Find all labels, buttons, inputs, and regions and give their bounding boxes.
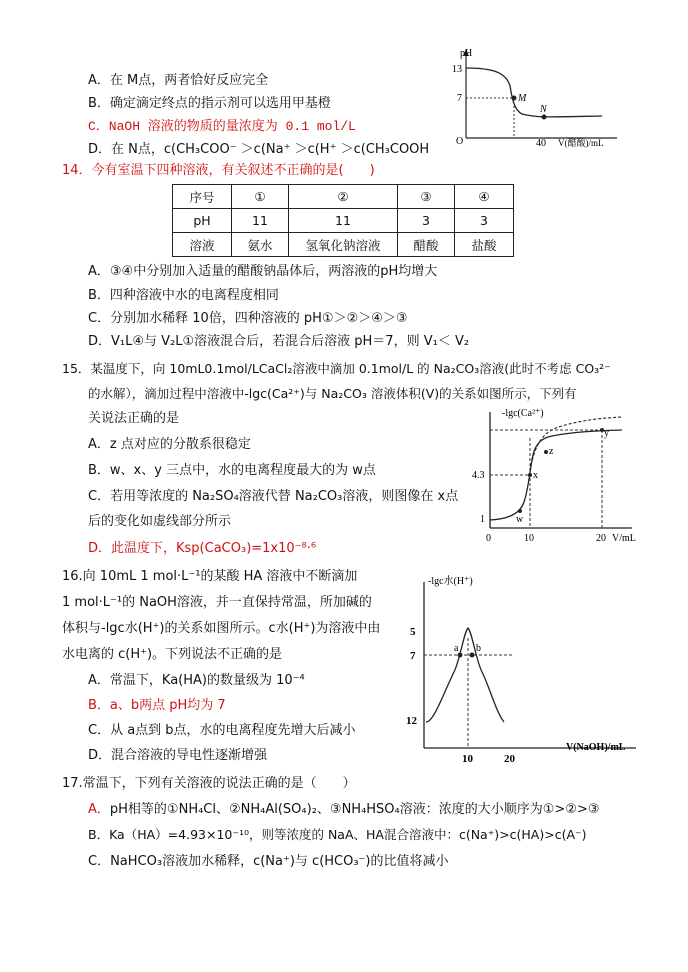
table-cell: 3	[455, 209, 514, 233]
q15-option-b: B．w、x、y 三点中，水的电离程度最大的为 w点	[88, 463, 376, 478]
q15-ca-graph	[472, 398, 642, 544]
q13-x-label: V(醋酸)/mL	[558, 138, 604, 148]
q16-x-tick-20: 20	[504, 753, 515, 765]
q13-option-d: D．在 N点，c(CH₃COO⁻ ＞c(Na⁺ ＞c(H⁺ ＞c(CH₃COOH	[88, 142, 430, 157]
q15-y-tick-1: 1	[480, 514, 485, 525]
q16-y-label: -lgc水(H⁺)	[428, 576, 473, 587]
q16-y-tick-12: 12	[406, 715, 417, 727]
table-cell: pH	[173, 209, 232, 233]
table-cell: ①	[232, 185, 289, 209]
q16-stem-line3: 体积与-lgc水(H⁺)的关系如图所示。c水(H⁺)为溶液中由	[62, 621, 381, 636]
q13-y-label: pH	[460, 48, 473, 59]
q16-option-d: D．混合溶液的导电性逐渐增强	[88, 748, 268, 763]
q13-y-tick-7: 7	[457, 93, 462, 104]
q15-stem-line1: 15．某温度下，向 10mL0.1mol/LCaCl₂溶液中滴加 0.1mol/L 的 Na₂CO₃溶液(此时不考虑 CO₃²⁻	[62, 361, 611, 376]
table-cell: 氨水	[232, 233, 289, 257]
q16-option-c: C．从 a点到 b点，水的电离程度先增大后减小	[88, 723, 356, 738]
q16-y-tick-7: 7	[410, 650, 416, 662]
q15-option-a: A．z 点对应的分散系很稳定	[88, 437, 251, 452]
table-cell: 溶液	[173, 233, 232, 257]
q15-stem-line2: 的水解），滴加过程中溶液中-lgc(Ca²⁺)与 Na₂CO₃ 溶液体积(V)的关系如图所示，下列有	[88, 386, 577, 401]
q13-origin: O	[456, 136, 464, 147]
q15-y-tick-43: 4.3	[472, 470, 485, 481]
q16-x-tick-10: 10	[462, 753, 473, 765]
q13-x-tick-40: 40	[536, 138, 546, 149]
q15-y-label: -lgc(Ca²⁺)	[502, 408, 544, 419]
q14-table	[172, 184, 514, 257]
q13-option-a: A．在 M点，两者恰好反应完全	[88, 73, 269, 88]
table-cell: 11	[232, 209, 289, 233]
q13-point-n: N	[540, 104, 547, 115]
q15-option-d: D．此温度下，Ksp(CaCO₃)=1x10⁻⁸·⁶	[88, 541, 317, 556]
q15-x-label: V/mL	[612, 533, 636, 544]
q15-option-c-cont: 后的变化如虚线部分所示	[88, 514, 232, 529]
q14-option-c: C．分别加水稀释 10倍，四种溶液的 pH①＞②＞④＞③	[88, 311, 408, 326]
q14-option-b: B．四种溶液中水的电离程度相同	[88, 288, 279, 303]
q14-stem: 14．今有室温下四种溶液，有关叙述不正确的是( )	[62, 163, 375, 178]
q13-option-b: B．确定滴定终点的指示剂可以选用甲基橙	[88, 96, 331, 111]
q17-option-c: C．NaHCO₃溶液加水稀释，c(Na⁺)与 c(HCO₃⁻)的比值将减小	[88, 854, 449, 869]
q15-point-x: x	[533, 470, 538, 481]
q17-option-a: A．pH相等的①NH₄Cl、②NH₄Al(SO₄)₂、③NH₄HSO₄溶液：浓度的大小顺序为①>②>③	[88, 802, 600, 817]
q13-titration-graph	[452, 46, 628, 150]
table-cell: ②	[289, 185, 398, 209]
table-cell: ④	[455, 185, 514, 209]
table-row	[173, 233, 514, 257]
q14-option-a: A．③④中分别加入适量的醋酸钠晶体后，两溶液的pH均增大	[88, 264, 438, 279]
q15-x-tick-20: 20	[596, 533, 606, 544]
table-cell: 11	[289, 209, 398, 233]
table-cell: ③	[398, 185, 455, 209]
table-cell: 3	[398, 209, 455, 233]
q13-point-m: M	[518, 93, 527, 104]
q15-option-c: C．若用等浓度的 Na₂SO₄溶液代替 Na₂CO₃溶液，则图像在 x点	[88, 489, 459, 504]
q13-y-tick-13: 13	[452, 64, 462, 75]
table-cell: 序号	[173, 185, 232, 209]
q16-y-tick-5: 5	[410, 626, 416, 638]
q16-x-label: V(NaOH)/mL	[566, 742, 626, 753]
q15-stem-line3: 关说法正确的是	[88, 411, 180, 426]
q15-point-y: y	[604, 428, 609, 439]
q14-option-d: D．V₁L④与 V₂L①溶液混合后，若混合后溶液 pH＝7，则 V₁＜ V₂	[88, 334, 470, 349]
q16-option-b: B．a、b两点 pH均为 7	[88, 698, 226, 713]
table-cell: 氢氧化钠溶液	[289, 233, 398, 257]
q15-point-z: z	[549, 446, 554, 457]
q16-point-a: a	[454, 643, 459, 654]
table-row	[173, 185, 514, 209]
table-cell: 盐酸	[455, 233, 514, 257]
q16-water-ionization-graph	[404, 572, 654, 770]
q17-stem: 17.常温下，下列有关溶液的说法正确的是（ ）	[62, 776, 356, 791]
q15-x-tick-10: 10	[524, 533, 534, 544]
q16-point-b: b	[476, 643, 481, 654]
q15-x-tick-0: 0	[486, 533, 491, 544]
q17-option-b: B．Ka（HA）=4.93×10⁻¹⁰，则等浓度的 NaA、HA混合溶液中：c(Na⁺)>c(HA)>c(A⁻)	[88, 827, 587, 842]
q13-option-c: C．NaOH 溶液的物质的量浓度为 0.1 mol/L	[88, 119, 356, 134]
q16-stem-line1: 16.向 10mL 1 mol·L⁻¹的某酸 HA 溶液中不断滴加	[62, 569, 358, 584]
q16-stem-line2: 1 mol·L⁻¹的 NaOH溶液，并一直保持常温，所加碱的	[62, 595, 372, 610]
table-row	[173, 209, 514, 233]
q16-stem-line4: 水电离的 c(H⁺)。下列说法不正确的是	[62, 647, 283, 662]
q15-point-w: w	[516, 514, 524, 525]
table-cell: 醋酸	[398, 233, 455, 257]
q16-option-a: A．常温下，Ka(HA)的数量级为 10⁻⁴	[88, 673, 305, 688]
